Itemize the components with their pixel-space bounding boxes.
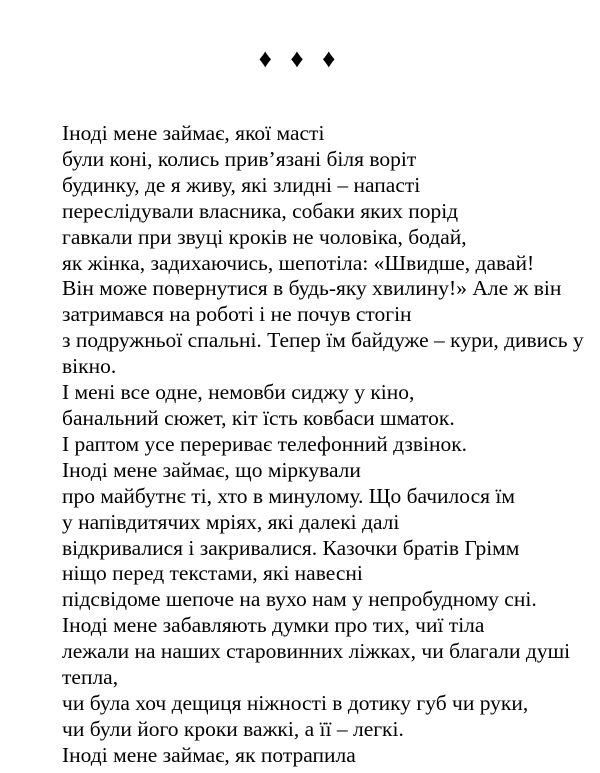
poem-line: про майбутнє ті, хто в минулому. Що бачилося їм [62, 483, 515, 508]
poem-line: підсвідоме шепоче на вухо нам у непробудному сні. [62, 587, 537, 612]
poem-line: Іноді мене забавляють думки про тих, чиї тіла [62, 613, 485, 638]
poem-line: чи були його кроки важкі, а її – легкі. [62, 716, 404, 741]
poem-line: з подружньої спальні. Тепер їм байдуже – кури, дивись у [62, 328, 584, 353]
poem-line: Іноді мене займає, що міркували [62, 457, 361, 482]
poem-line: ніщо перед текстами, які навесні [62, 561, 363, 586]
poem-line: відкривалися і закривалися. Казочки братів Грімм [62, 535, 520, 560]
poem-text [62, 121, 592, 769]
diamond-ornament-divider: ♦ ♦ ♦ [258, 44, 342, 73]
poem-line: тепла, [62, 665, 119, 690]
poem-line: переслідували власника, собаки яких порід [62, 198, 459, 223]
poem-line: чи була хоч дещиця ніжності в дотику губ чи руки, [62, 690, 529, 715]
poem-line: будинку, де я живу, які злидні – напасті [62, 172, 421, 197]
poem-line: гавкали при звуці кроків не чоловіка, бодай, [62, 224, 467, 249]
poem-line: І мені все одне, немовби сиджу у кіно, [62, 380, 415, 405]
poem-line: вікно. [62, 354, 117, 379]
poem-line: банальний сюжет, кіт їсть ковбаси шматок. [62, 405, 455, 430]
poem-line: були коні, колись прив’язані біля воріт [62, 146, 417, 171]
poem-line: Іноді мене займає, якої масті [62, 121, 325, 145]
poem-line: як жінка, задихаючись, шепотіла: «Швидше, давай! [62, 250, 535, 275]
poem-line: Іноді мене займає, як потрапила [62, 742, 356, 767]
poem-line: лежали на наших старовинних ліжках, чи благали душі [62, 639, 571, 664]
poem-line: І раптом усе перериває телефонний дзвінок. [62, 431, 468, 456]
poem-line: у напівдитячих мріях, які далекі далі [62, 509, 400, 534]
poem-line: Він може повернутися в будь-яку хвилину!» Але ж він [62, 276, 562, 301]
poem-line: затримався на роботі і не почув стогін [62, 302, 412, 327]
